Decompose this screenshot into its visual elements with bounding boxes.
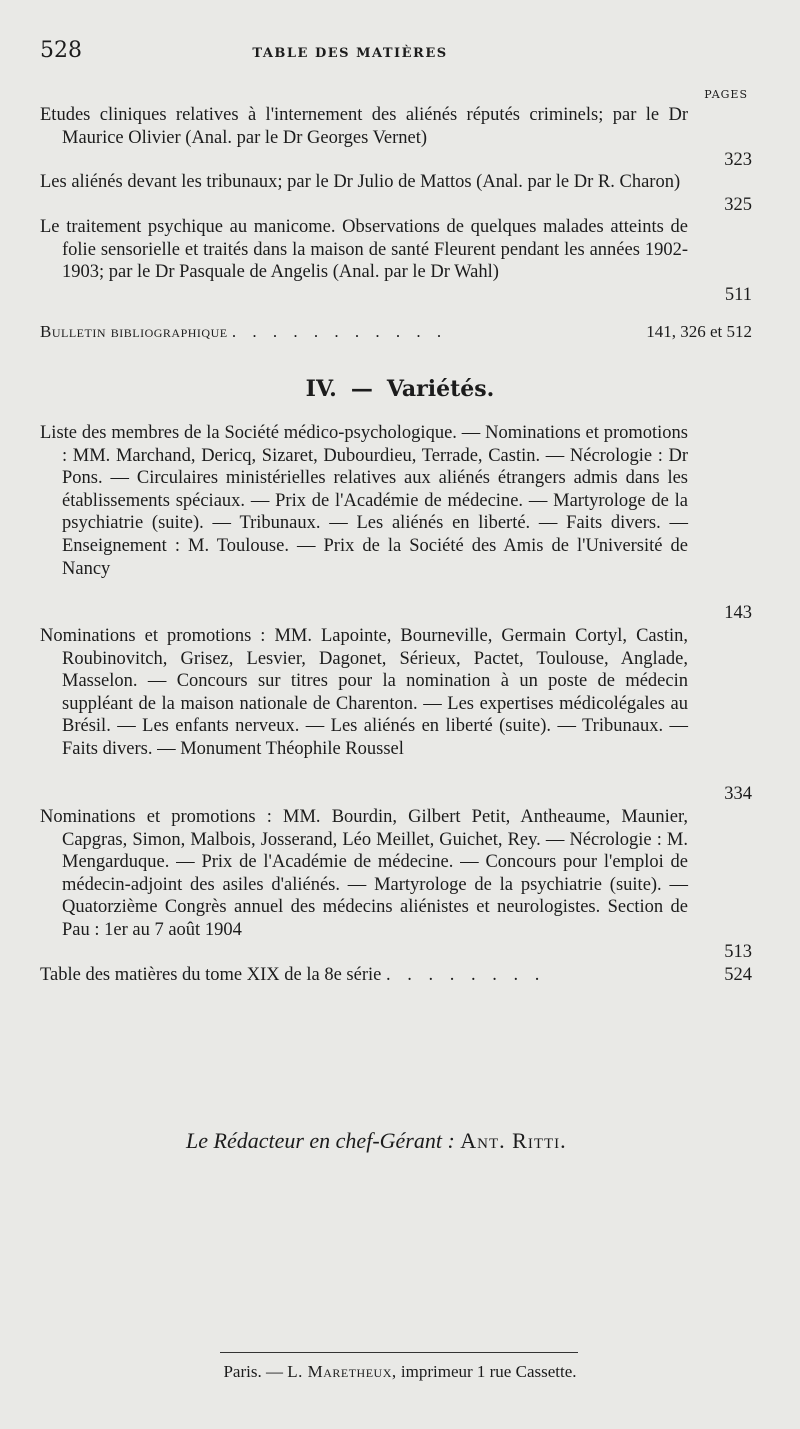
table-line-text: Table des matières du tome XIX de la 8e série: [40, 965, 382, 985]
section-title: Variétés.: [386, 376, 495, 402]
toc-entry-text: Le traitement psychique au manicome. Observations de quelques malades atteints de folie sensorielle et traités dans la maison de santé Fleurent pendant les années 1902-1903; par le Dr Pasquale de Angelis (Anal. par le Dr Wahl): [40, 217, 688, 282]
toc-entry-page: 513: [724, 942, 752, 963]
section-heading: [0, 376, 800, 402]
page-header: [40, 38, 760, 68]
imprint-address: imprimeur 1 rue Cassette.: [400, 1362, 577, 1381]
bulletin-pages: 141, 326 et 512: [646, 322, 752, 341]
printer-imprint: [0, 1362, 800, 1382]
toc-entry-text: Liste des membres de la Société médico-psychologique. — Nominations et promotions : MM. Marchand, Dericq, Sizaret, Dubourdieu, Terrade, Castin. — Nécrologie : Dr Pons. — Circulaires ministérielles relatives aux aliénés étrangers admis dans les établissements spéciaux. — Prix de l'Académie de médecine. — Martyrologe de la psychiatrie (suite). — Tribunaux. — Les aliénés en liberté. — Faits divers. — Enseignement : M. Toulouse. — Prix de la Société des Amis de l'Université de Nancy: [40, 423, 688, 579]
pages-column-label: PAGES: [704, 88, 748, 101]
toc-entry: [40, 171, 752, 216]
table-line-page: 524: [724, 965, 752, 985]
imprint-city: Paris. —: [223, 1362, 283, 1381]
toc-entry-text: Nominations et promotions : MM. Lapointe, Bourneville, Germain Cortyl, Castin, Roubinovitch, Grisez, Lesvier, Dagonet, Sérieux, Pactet, Toulouse, Anglade, Masselon. — Concours sur titres pour la nomination à un poste de médecin suppléant de la maison nationale de Charenton. — Les expertises médicolégales au Brésil. — Les enfants nerveux. — Les aliénés en liberté (suite). — Tribunaux. — Faits divers. — Monument Théophile Roussel: [40, 626, 688, 759]
bulletin-label: Bulletin bibliographique: [40, 322, 228, 341]
toc-entries-varietes: [40, 422, 752, 964]
toc-entry: [40, 104, 752, 171]
toc-entry-page: 511: [724, 284, 752, 305]
toc-entry: [40, 216, 752, 306]
imprint-printer: L. Maretheux,: [287, 1362, 397, 1381]
toc-entry: [40, 625, 752, 806]
editor-name: Ant. Ritti.: [460, 1128, 567, 1153]
toc-entries-analyses: [40, 104, 752, 306]
section-number: IV.: [305, 376, 337, 402]
divider-rule: [220, 1352, 578, 1353]
toc-entry-text: Etudes cliniques relatives à l'internement des aliénés réputés criminels; par le Dr Maurice Olivier (Anal. par le Dr Georges Vernet): [40, 105, 688, 148]
toc-entry-page: 143: [724, 603, 752, 624]
table-des-matieres-entry: [40, 964, 752, 986]
toc-entry: [40, 422, 752, 625]
dot-leaders: . . . . . . . . . . .: [231, 322, 448, 341]
section-dash: —: [350, 376, 373, 402]
toc-entry: [40, 806, 752, 964]
running-title: TABLE DES MATIÈRES: [252, 46, 448, 61]
toc-entry-page: 334: [724, 784, 752, 805]
bulletin-bibliographique-entry: [40, 321, 752, 343]
page-number: 528: [40, 38, 82, 63]
toc-entry-text: Nominations et promotions : MM. Bourdin, Gilbert Petit, Antheaume, Maunier, Capgras, Simon, Malbois, Josserand, Léo Meillet, Guichet, Rey. — Nécrologie : M. Mengarduque. — Prix de l'Académie de médecine. — Concours pour l'emploi de médecin-adjoint des asiles d'aliénés. — Martyrologe de la psychiatrie (suite). — Quatorzième Congrès annuel des médecins aliénistes et neurologistes. Section de Pau : 1er au 7 août 1904: [40, 807, 688, 940]
editor-signature: [186, 1128, 567, 1154]
toc-entry-page: 325: [724, 194, 752, 215]
editor-role: Le Rédacteur en chef-Gérant :: [186, 1128, 455, 1153]
toc-entry-page: 323: [724, 149, 752, 170]
toc-entry-text: Les aliénés devant les tribunaux; par le Dr Julio de Mattos (Anal. par le Dr R. Charon): [40, 172, 681, 192]
dot-leaders: . . . . . . . .: [385, 965, 546, 985]
